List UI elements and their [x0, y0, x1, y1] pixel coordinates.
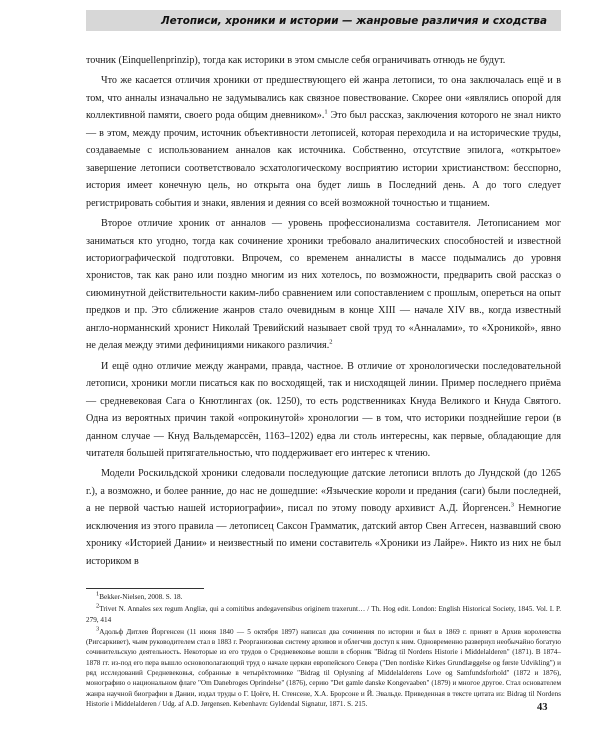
footnote-number: 3: [96, 625, 100, 633]
paragraph: [86, 72, 561, 212]
footnote-mark[interactable]: 1: [324, 108, 328, 116]
footnotes: [86, 592, 561, 711]
paragraph-text: Модели Роскильдской хроники следовали последующие датские летописи вплоть до Лундской (до 1265 г.), а возможно, и более ранние, до нас не дошедшие: «Языческие короли и предания (саги) были последней, а не первой частью нашей историографии», писал по этому поводу архивист А.Д. Йоргенсен.: [86, 468, 561, 515]
paragraph-text: Немногие исключения из этого правила — летописец Саксон Грамматик, датский автор Свен Аггесен, назвавший свою хронику «Историей Дании» и неизвестный по имени составитель «Хроники из Лайре». Никто из них не был историком в: [86, 503, 562, 567]
page-number: 43: [537, 702, 548, 713]
footnote-2: [86, 604, 561, 625]
footnote-number: 2: [96, 602, 100, 610]
footnote-1: [86, 592, 561, 602]
paragraph: точник (Einquellenprinzip), тогда как историки в этом смысле себя ограничивать отнюдь не будут.: [86, 55, 506, 66]
running-header: [86, 10, 561, 31]
footnote-mark[interactable]: 2: [329, 338, 333, 346]
footnote-number: 1: [96, 590, 100, 598]
running-header-title: Летописи, хроники и истории — жанровые различия и сходства: [161, 14, 547, 27]
footnote-text: Адольф Дитлев Йоргенсен (11 июня 1840 — 5 октября 1897) написал два сочинения по истории и был в 1869 г. принят в Архив королевства (Ригсаркивет), чьим руководителем стал в 1883 г. Реорганизовав систему архивов и облегчив доступ к ним. Одновременно развернул необычайно богатую сочинительскую деятельность. Некоторые из его трудов о Средневековье вошли в сборник "Bidrag til Nordens Historie i Middelalderen" (1871). В 1874–1878 гг. из-под его пера вышло основополагающий труд о начале церкви европейского Севера ("Den nordiske Kirkes Grundlæggelse og første Udvikling") и ряд исследований Средневековья, собранные в четырёхтомнике "Bidrag til Oplysning af Middelalderens Love og Samfundsforhold" (1872 и 1876), монографию о национальном флаге "Om Danebroges Oprindelse" (1876), серию "Det gamle danske Kongevaaben" (1879) и многое другое. Стал основателем жанра научной биографии в Дании, издал труды о Г. Цоёге, Н. Стенсене, Х.А. Брорсоне и Й. Эвальде. Приведенная в тексте цитата из: Bidrag til Nordens Historie i Middelalderen / Udg. af A.D. Jørgensen. Kebenhavn: Gyldendal Signatur, 1871. S. 215.: [86, 627, 561, 708]
paragraph: И ещё одно отличие между жанрами, правда, частное. В отличие от хронологически последовательной летописи, хроники могли писаться как по восходящей, так и нисходящей линии. Пример последнего приёма — средневековая Сага о Кнютлингах (ок. 1250), то есть родственниках Кнуда Великого и Кнуда Святого. Одна из вероятных причин такой «опрокинутой» хронологии — в том, что историки позднейшие герои (в данном случае — Кнуд Вальдемарссён, 1163–1202) едва ли столь интересны, как первые, обладающие для читателя большей притягательностью, что поддерживает его интерес к чтению.: [86, 360, 561, 459]
footnote-divider: [86, 588, 204, 589]
paragraph-text: Это был рассказ, заключения которого не знал никто — в этом, между прочим, источник объективности летописей, которая переходила и на исторические труды, создаваемые с использованием анналов как источника. Собственно, отсутствие эпилога, «открытое» завершение летописи соответствовало эсхатологическому восприятию истории христианством: бесспорно, история имеет конечную цель, но открыта она будет лишь в Последний день. А до того следует регистрировать события и знаки, явления и деяния со всей возможной точностью и тщанием.: [86, 110, 561, 209]
paragraph: [86, 215, 561, 355]
footnote-text: Bekker-Nielsen, 2008. S. 18.: [99, 593, 183, 601]
paragraph-text: Второе отличие хроник от анналов — уровень профессионализма составителя. Летописанием мог заниматься кто угодно, тогда как сочинение хроники требовало аналитических способностей и известной историографической подготовки. Впрочем, со временем анналисты в массе подымались до уровня хронистов, так как рано или поздно многим из них хотелось, по возможности, предварить свой рассказ о сиюминутной действительности каким-либо сравнением или сопоставлением с прошлым, опереться на опыт предков и пр. Это сближение жанров стало очевидным в конце XIII — начале XIV вв., когда известный англо-норманнский хронист Николай Тревийский называет свой труд то «Анналами», то «Хроникой», явно не делая между этими дефинициями никакого различия.: [86, 218, 561, 352]
footnote-text: Trivet N. Annales sex regum Angliæ, qui a comitibus andegavensibus originem traxerunt… / Th. Hog edit. London: English Historical Society, 1845. Vol. I. P. 279, 414: [86, 605, 561, 624]
main-text: [86, 52, 561, 573]
footnote-mark[interactable]: 3: [510, 501, 515, 509]
footnote-3: [86, 627, 561, 709]
paragraph-text: Что же касается отличия хроники от предшествующего ей жанра летописи, то она заключалась ещё и в том, что анналы изначально не задумывались как связное повествование. Скорее они «являлись опорой для коллективной памяти, своего рода общим дневником».: [86, 75, 561, 122]
paragraph: [86, 465, 561, 570]
